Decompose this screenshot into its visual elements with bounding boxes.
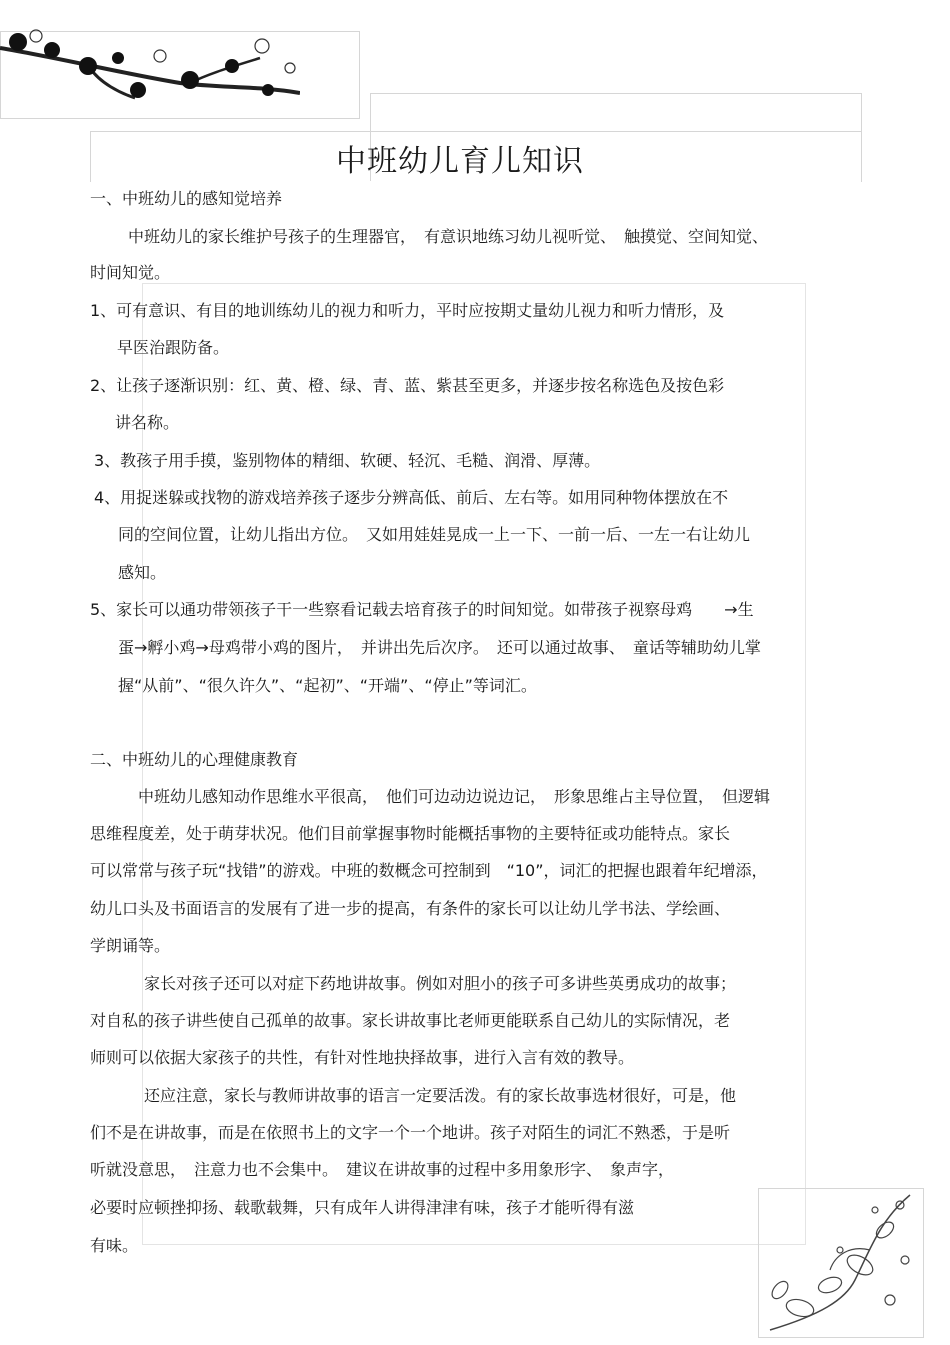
item-3-line-1: 3、教孩子用手摸，鉴别物体的精细、软硬、轻沉、毛糙、润滑、厚薄。 (94, 451, 601, 470)
para-1-line-2: 思维程度差，处于萌芽状况。他们目前掌握事物时能概括事物的主要特征或功能特点。家长 (90, 824, 731, 843)
para-1-line-1: 中班幼儿感知动作思维水平很高， 他们可边动边说边记， 形象思维占主导位置， 但逻辑 (138, 787, 771, 806)
item-2-line-2: 讲名称。 (115, 413, 180, 432)
para-1-line-4: 幼儿口头及书面语言的发展有了进一步的提高，有条件的家长可以让幼儿学书法、学绘画、 (90, 899, 731, 918)
para-2-line-2: 对自私的孩子讲些使自己孤单的故事。家长讲故事比老师更能联系自己幼儿的实际情况，老 (90, 1011, 731, 1030)
section-1-heading: 一、中班幼儿的感知觉培养 (90, 189, 283, 208)
item-4-line-2: 同的空间位置，让幼儿指出方位。 又如用娃娃晃成一上一下、一前一后、一左一右让幼儿 (118, 525, 751, 544)
plum-blossom-branch-icon (0, 28, 300, 108)
para-2-line-1: 家长对孩子还可以对症下药地讲故事。例如对胆小的孩子可多讲些英勇成功的故事； (144, 974, 737, 993)
item-5-line-2: 蛋→孵小鸡→母鸡带小鸡的图片， 并讲出先后次序。 还可以通过故事、 童话等辅助幼儿掌 (118, 638, 761, 657)
para-1-line-3: 可以常常与孩子玩“找错”的游戏。中班的数概念可控制到 “10”，词汇的把握也跟着年纪增添， (90, 861, 768, 880)
item-1-line-2: 早医治跟防备。 (117, 338, 230, 357)
para-3-line-4: 必要时应顿挫抑扬、载歌载舞，只有成年人讲得津津有味，孩子才能听得有滋 (90, 1198, 635, 1217)
para-1-line-5: 学朗诵等。 (90, 936, 171, 955)
section-1-intro-line-2: 时间知觉。 (90, 263, 171, 282)
section-1-intro-line-1: 中班幼儿的家长维护号孩子的生理器官， 有意识地练习幼儿视听觉、 触摸觉、空间知觉、 (128, 227, 769, 246)
item-1-line-1: 1、可有意识、有目的地训练幼儿的视力和听力，平时应按期丈量幼儿视力和听力情形，及 (90, 301, 725, 320)
para-3-line-5: 有味。 (90, 1236, 139, 1255)
item-5-line-1: 5、家长可以通功带领孩子干一些察看记载去培育孩子的时间知觉。如带孩子视察母鸡 →生 (90, 600, 754, 619)
section-2-heading: 二、中班幼儿的心理健康教育 (90, 750, 299, 769)
item-4-line-3: 感知。 (118, 563, 167, 582)
floral-vine-corner-icon (760, 1190, 920, 1335)
item-4-line-1: 4、用捉迷躲或找物的游戏培养孩子逐步分辨高低、前后、左右等。如用同种物体摆放在不 (94, 488, 729, 507)
item-5-line-3: 握“从前”、“很久许久”、“起初”、“开端”、“停止”等词汇。 (118, 676, 537, 695)
para-3-line-3: 听就没意思， 注意力也不会集中。 建议在讲故事的过程中多用象形字、 象声字， (90, 1160, 675, 1179)
para-2-line-3: 师则可以依据大家孩子的共性，有针对性地抉择故事，进行入言有效的教导。 (90, 1048, 635, 1067)
item-2-line-1: 2、让孩子逐渐识别：红、黄、橙、绿、青、蓝、紫甚至更多，并逐步按名称选色及按色彩 (90, 376, 725, 395)
para-3-line-1: 还应注意，家长与教师讲故事的语言一定要活泼。有的家长故事选材很好，可是，他 (144, 1086, 737, 1105)
page-title: 中班幼儿育儿知识 (336, 144, 584, 179)
para-3-line-2: 们不是在讲故事，而是在依照书上的文字一个一个地讲。孩子对陌生的词汇不熟悉，于是听 (90, 1123, 731, 1142)
